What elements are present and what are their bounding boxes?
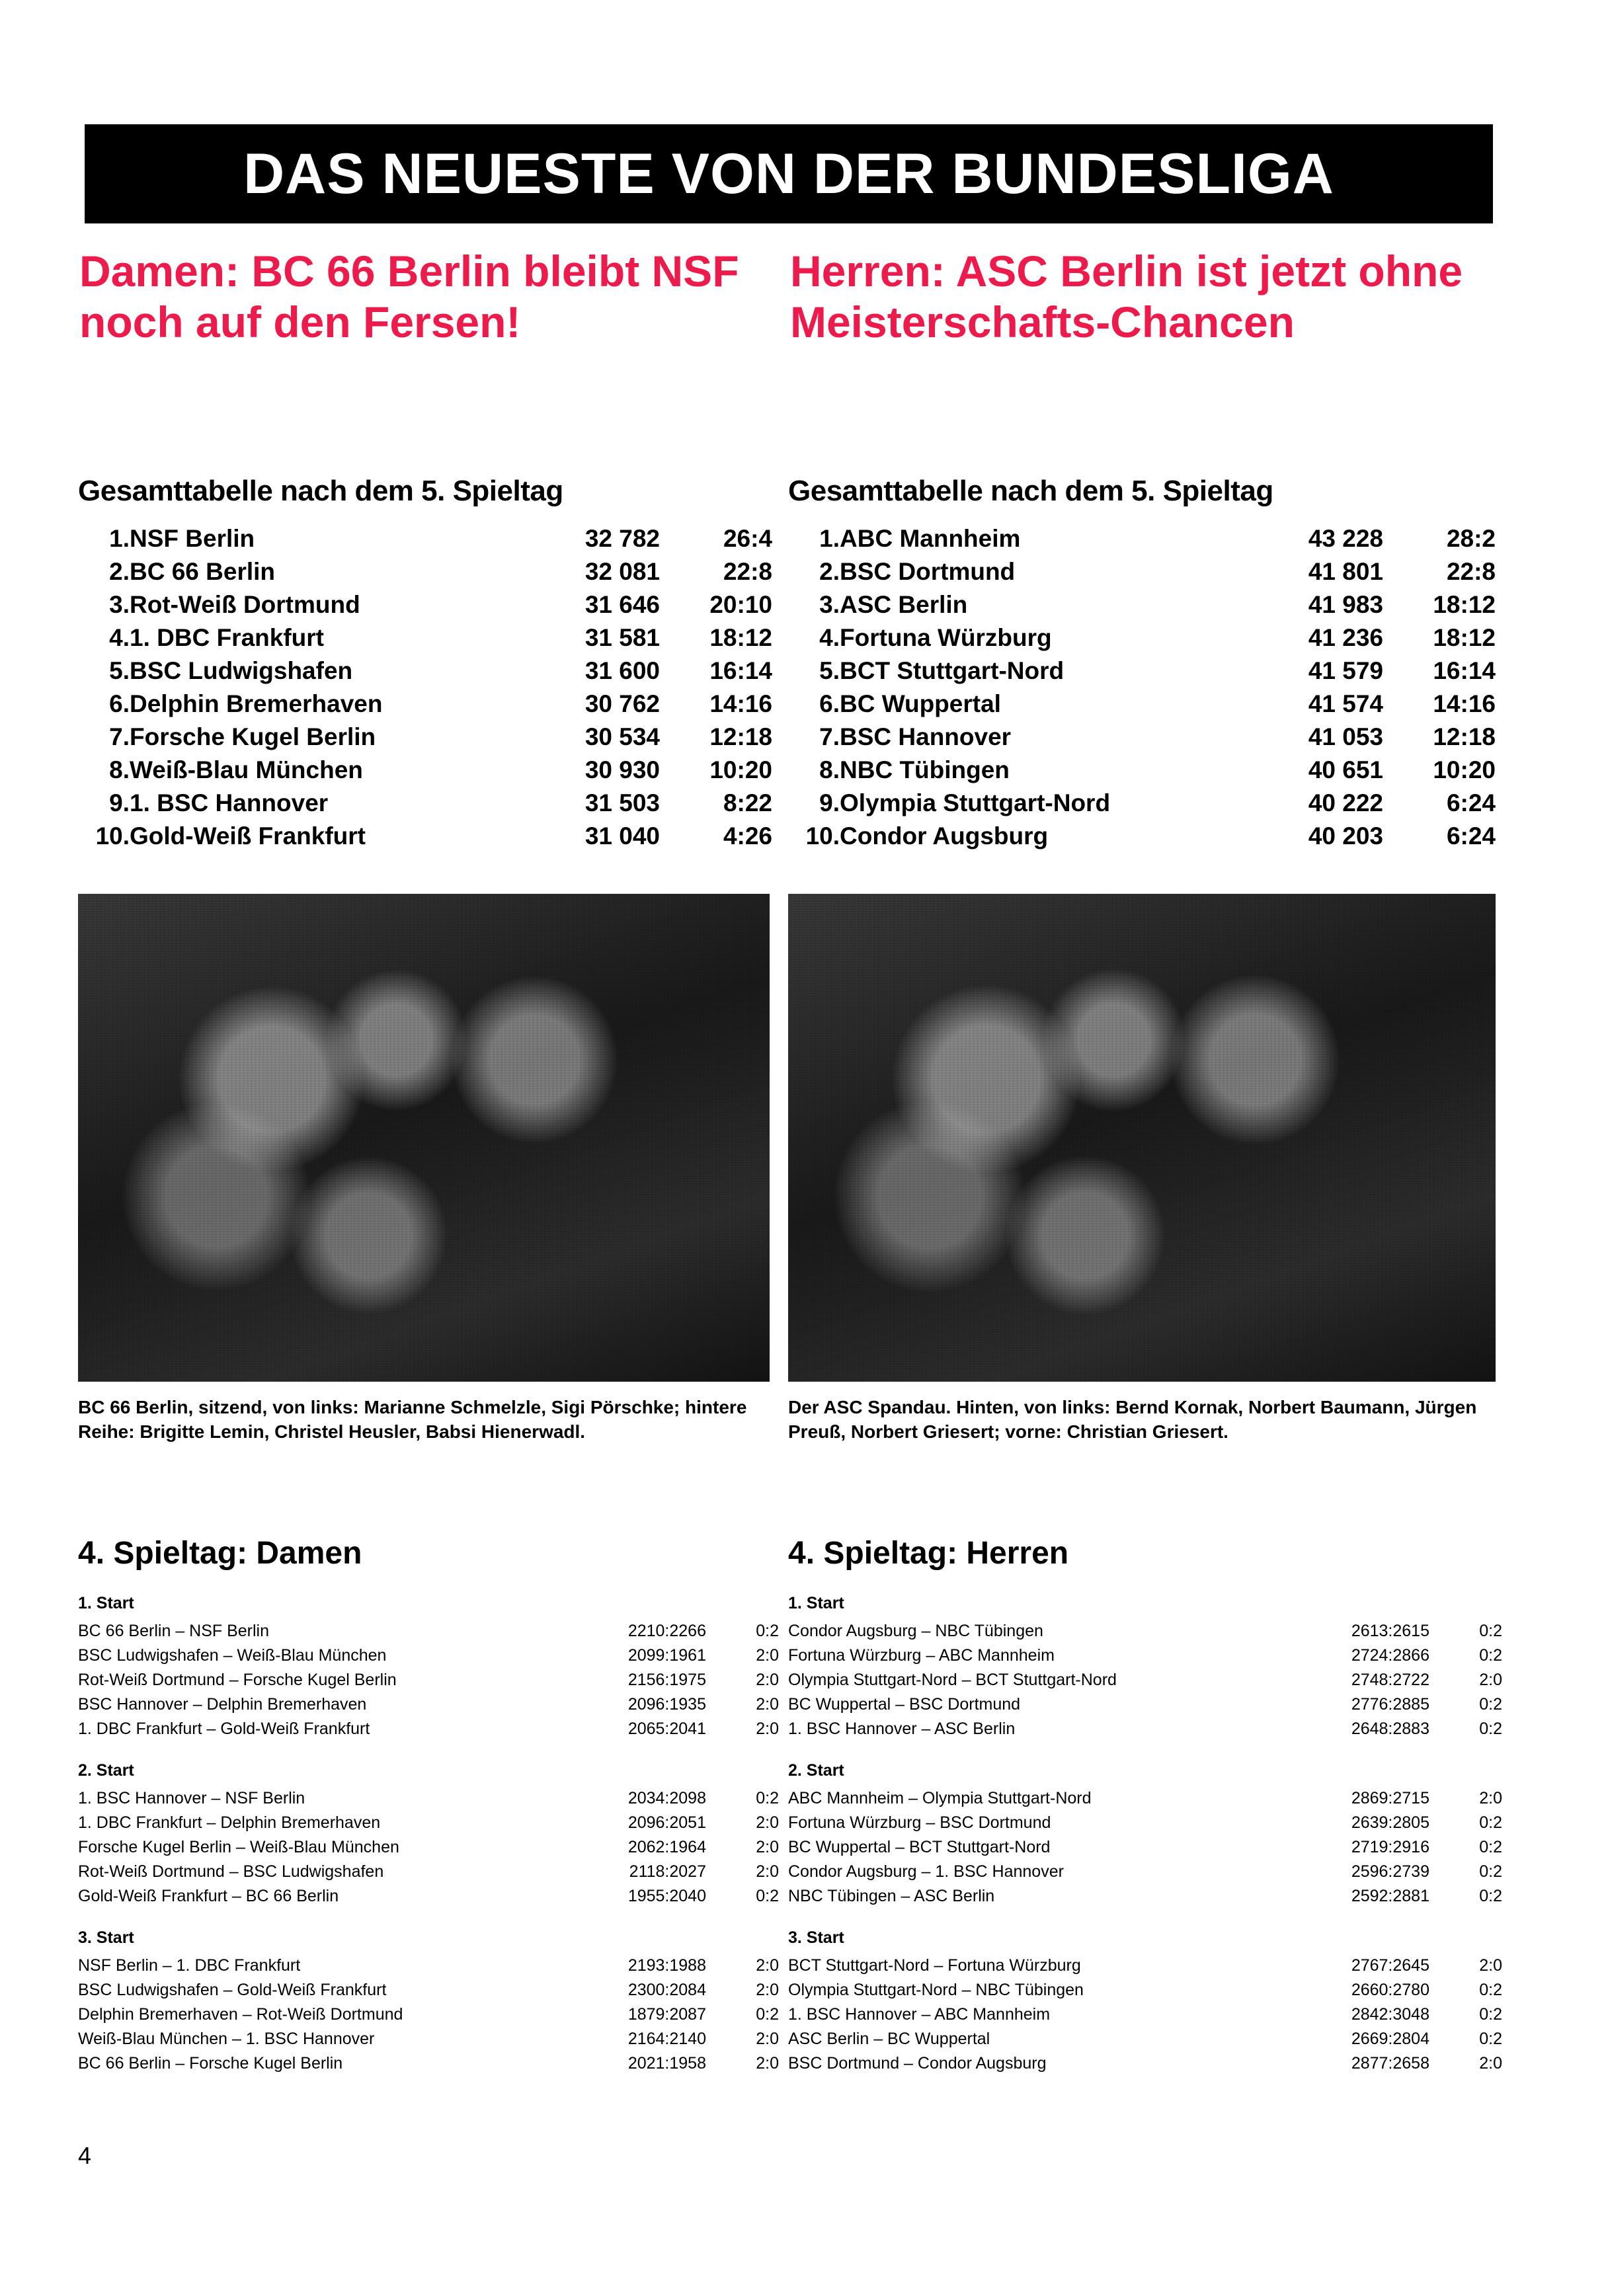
standings-pins: 31 600 <box>584 657 660 684</box>
match-pinfall: 2842:3048 <box>1351 2005 1429 2024</box>
table-row <box>788 1668 1502 1692</box>
match-pairing: BSC Dortmund – Condor Augsburg <box>788 2054 1047 2073</box>
standings-rank: 7. <box>819 723 840 750</box>
table-row <box>78 2027 779 2051</box>
standings-pins: 40 651 <box>1308 756 1383 783</box>
table-row <box>788 688 1496 721</box>
match-pinfall: 2776:2885 <box>1351 1695 1429 1714</box>
match-results-table <box>78 1619 779 1741</box>
match-points: 2:0 <box>1479 1956 1502 1975</box>
match-pairing: 1. BSC Hannover – ASC Berlin <box>788 1720 1016 1738</box>
match-pinfall: 2118:2027 <box>629 1862 706 1881</box>
table-row <box>78 588 772 621</box>
start-label: 1. Start <box>78 1594 134 1612</box>
match-pinfall: 2021:1958 <box>627 2054 706 2073</box>
standings-rank: 3. <box>109 591 130 618</box>
standings-team: Olympia Stuttgart-Nord <box>840 789 1111 816</box>
start-label: 3. Start <box>78 1928 134 1947</box>
table-row <box>788 1811 1502 1835</box>
table-row <box>788 2051 1502 2076</box>
match-pinfall: 2877:2658 <box>1351 2054 1429 2073</box>
match-points: 0:2 <box>756 1622 779 1640</box>
match-points: 0:2 <box>1479 1838 1502 1856</box>
match-pairing: BCT Stuttgart-Nord – Fortuna Würzburg <box>788 1956 1081 1975</box>
standings-rank: 1. <box>109 525 130 552</box>
photo-caption-herren: Der ASC Spandau. Hinten, von links: Bernd Kornak, Norbert Baumann, Jürgen Preuß, Norbert Griesert; vorne: Christian Griesert. <box>788 1397 1477 1443</box>
standings-points: 10:20 <box>1433 756 1496 783</box>
table-row <box>788 1835 1502 1860</box>
masthead-title: DAS NEUESTE VON DER BUNDESLIGA <box>243 141 1334 206</box>
table-row <box>78 754 772 787</box>
match-points: 2:0 <box>756 1838 779 1856</box>
photo-grain-overlay <box>788 894 1496 1382</box>
table-row <box>78 688 772 721</box>
match-pairing: 1. BSC Hannover – NSF Berlin <box>78 1789 305 1807</box>
standings-pins: 32 081 <box>584 558 660 585</box>
standings-pins: 41 579 <box>1308 657 1383 684</box>
standings-team: Gold-Weiß Frankfurt <box>130 822 366 850</box>
table-row <box>788 1954 1502 1978</box>
table-row <box>78 1811 779 1835</box>
table-row <box>788 1786 1502 1811</box>
match-pinfall: 1955:2040 <box>627 1887 706 1905</box>
match-points: 0:2 <box>1479 1720 1502 1738</box>
table-row <box>78 1619 779 1643</box>
standings-team: NBC Tübingen <box>840 756 1010 783</box>
match-points: 0:2 <box>1479 1646 1502 1665</box>
table-row <box>78 1717 779 1741</box>
photo-bc66-berlin-team <box>78 894 770 1382</box>
headline-herren: Herren: ASC Berlin ist jetzt ohne Meisterschafts-Chancen <box>790 247 1463 346</box>
table-row <box>788 1643 1502 1668</box>
standings-rank: 8. <box>109 756 130 783</box>
match-pairing: Forsche Kugel Berlin – Weiß-Blau München <box>78 1838 399 1856</box>
table-row <box>788 1860 1502 1884</box>
match-pairing: Rot-Weiß Dortmund – Forsche Kugel Berlin <box>78 1671 397 1689</box>
standings-pins: 40 222 <box>1308 789 1383 816</box>
table-row <box>78 1860 779 1884</box>
standings-points: 16:14 <box>709 657 772 684</box>
match-points: 0:2 <box>756 1789 779 1807</box>
table-row <box>78 1978 779 2002</box>
standings-team: ASC Berlin <box>840 591 968 618</box>
match-pairing: ABC Mannheim – Olympia Stuttgart-Nord <box>788 1789 1092 1807</box>
match-pinfall: 2034:2098 <box>627 1789 706 1807</box>
match-pinfall: 2613:2615 <box>1351 1622 1429 1640</box>
standings-rank: 2. <box>819 558 840 585</box>
photo-caption-damen: BC 66 Berlin, sitzend, von links: Marianne Schmelzle, Sigi Pörschke; hintere Reihe: Brigitte Lemin, Christel Heusler, Babsi Hienerwadl. <box>78 1397 747 1443</box>
match-pinfall: 2767:2645 <box>1351 1956 1429 1975</box>
table-row <box>788 522 1496 555</box>
match-pinfall: 2193:1988 <box>627 1956 706 1975</box>
table-row <box>788 1884 1502 1909</box>
table-row <box>78 2002 779 2027</box>
standings-team: NSF Berlin <box>130 525 255 552</box>
match-results-table <box>78 1954 779 2076</box>
match-points: 0:2 <box>1479 1981 1502 1999</box>
table-row <box>788 2002 1502 2027</box>
standings-rank: 3. <box>819 591 840 618</box>
standings-team: Condor Augsburg <box>840 822 1049 850</box>
photo-grain-overlay <box>78 894 770 1382</box>
matchday-herren <box>788 1535 1502 2096</box>
match-pinfall: 2592:2881 <box>1351 1887 1429 1905</box>
standings-pins: 41 574 <box>1308 690 1383 717</box>
match-results-table <box>788 1954 1502 2076</box>
table-row <box>78 1786 779 1811</box>
table-row <box>788 654 1496 688</box>
standings-points: 26:4 <box>723 525 772 552</box>
match-points: 0:2 <box>1479 1813 1502 1832</box>
table-row <box>788 621 1496 654</box>
table-row <box>78 787 772 820</box>
standings-damen <box>78 475 772 853</box>
match-pinfall: 2300:2084 <box>627 1981 706 1999</box>
standings-rank: 9. <box>819 789 840 816</box>
match-pairing: BC 66 Berlin – NSF Berlin <box>78 1622 270 1640</box>
standings-damen-caption: Gesamttabelle nach dem 5. Spieltag <box>78 475 563 507</box>
match-points: 0:2 <box>1479 1887 1502 1905</box>
match-points: 0:2 <box>756 2005 779 2024</box>
masthead-banner <box>85 124 1493 223</box>
standings-points: 20:10 <box>709 591 772 618</box>
start-label: 2. Start <box>78 1761 134 1780</box>
match-pairing: 1. BSC Hannover – ABC Mannheim <box>788 2005 1051 2024</box>
match-points: 0:2 <box>1479 2005 1502 2024</box>
table-row <box>78 1884 779 1909</box>
table-row <box>788 787 1496 820</box>
match-results-table <box>788 1619 1502 1741</box>
match-points: 2:0 <box>756 1862 779 1881</box>
match-points: 2:0 <box>756 1671 779 1689</box>
table-row <box>78 555 772 588</box>
table-row <box>78 1835 779 1860</box>
match-pairing: BSC Ludwigshafen – Gold-Weiß Frankfurt <box>78 1981 387 1999</box>
standings-pins: 41 801 <box>1308 558 1383 585</box>
matchday-damen <box>78 1535 779 2096</box>
standings-team: Weiß-Blau München <box>130 756 363 783</box>
standings-points: 16:14 <box>1433 657 1496 684</box>
match-pinfall: 2156:1975 <box>627 1671 706 1689</box>
standings-rank: 1. <box>819 525 840 552</box>
match-pinfall: 2099:1961 <box>627 1646 706 1665</box>
standings-herren-table <box>788 522 1496 853</box>
match-points: 2:0 <box>756 1720 779 1738</box>
standings-pins: 40 203 <box>1308 822 1383 850</box>
start-label: 1. Start <box>788 1594 844 1612</box>
standings-team: BSC Ludwigshafen <box>130 657 353 684</box>
match-pinfall: 2639:2805 <box>1351 1813 1429 1832</box>
standings-pins: 31 646 <box>584 591 660 618</box>
match-pinfall: 2062:1964 <box>627 1838 706 1856</box>
match-pinfall: 2065:2041 <box>627 1720 706 1738</box>
standings-rank: 10. <box>95 822 130 850</box>
match-pairing: BC 66 Berlin – Forsche Kugel Berlin <box>78 2054 343 2073</box>
match-pairing: NBC Tübingen – ASC Berlin <box>788 1887 995 1905</box>
table-row <box>78 820 772 853</box>
match-points: 0:2 <box>1479 1862 1502 1881</box>
standings-points: 28:2 <box>1446 525 1496 552</box>
table-row <box>788 1978 1502 2002</box>
standings-points: 18:12 <box>1433 591 1496 618</box>
page-number: 4 <box>78 2142 92 2169</box>
match-points: 2:0 <box>756 2054 779 2073</box>
standings-points: 22:8 <box>1446 558 1496 585</box>
standings-team: ABC Mannheim <box>840 525 1021 552</box>
match-results-table <box>788 1786 1502 1909</box>
match-pinfall: 2096:2051 <box>627 1813 706 1832</box>
match-pairing: Condor Augsburg – NBC Tübingen <box>788 1622 1043 1640</box>
table-row <box>78 621 772 654</box>
standings-points: 14:16 <box>1433 690 1496 717</box>
match-pairing: Fortuna Würzburg – BSC Dortmund <box>788 1813 1051 1832</box>
match-pairing: Olympia Stuttgart-Nord – NBC Tübingen <box>788 1981 1084 1999</box>
standings-points: 18:12 <box>709 624 772 651</box>
standings-rank: 8. <box>819 756 840 783</box>
table-row <box>788 754 1496 787</box>
standings-team: BSC Dortmund <box>840 558 1016 585</box>
standings-team: Fortuna Würzburg <box>840 624 1052 651</box>
match-points: 0:2 <box>1479 1695 1502 1714</box>
match-pinfall: 2648:2883 <box>1351 1720 1429 1738</box>
standings-rank: 5. <box>819 657 840 684</box>
standings-pins: 30 534 <box>584 723 660 750</box>
match-points: 2:0 <box>1479 2054 1502 2073</box>
match-pinfall: 2869:2715 <box>1351 1789 1429 1807</box>
standings-pins: 31 581 <box>584 624 660 651</box>
standings-points: 6:24 <box>1446 789 1496 816</box>
match-results-table <box>78 1786 779 1909</box>
table-row <box>78 1954 779 1978</box>
standings-team: 1. DBC Frankfurt <box>130 624 324 651</box>
standings-pins: 43 228 <box>1308 525 1383 552</box>
table-row <box>78 522 772 555</box>
match-points: 2:0 <box>756 1695 779 1714</box>
standings-herren <box>788 475 1496 853</box>
standings-points: 14:16 <box>709 690 772 717</box>
match-pinfall: 2719:2916 <box>1351 1838 1429 1856</box>
standings-rank: 5. <box>109 657 130 684</box>
standings-pins: 32 782 <box>584 525 660 552</box>
standings-pins: 30 930 <box>584 756 660 783</box>
standings-herren-caption: Gesamttabelle nach dem 5. Spieltag <box>788 475 1273 507</box>
standings-pins: 31 503 <box>584 789 660 816</box>
standings-points: 22:8 <box>723 558 772 585</box>
standings-team: 1. BSC Hannover <box>130 789 329 816</box>
standings-team: BC 66 Berlin <box>130 558 276 585</box>
match-points: 2:0 <box>756 2030 779 2048</box>
match-points: 2:0 <box>1479 1671 1502 1689</box>
match-pinfall: 2748:2722 <box>1351 1671 1429 1689</box>
standings-rank: 2. <box>109 558 130 585</box>
match-points: 0:2 <box>756 1887 779 1905</box>
standings-pins: 41 236 <box>1308 624 1383 651</box>
match-pairing: Condor Augsburg – 1. BSC Hannover <box>788 1862 1064 1881</box>
table-row <box>78 654 772 688</box>
match-pairing: ASC Berlin – BC Wuppertal <box>788 2030 990 2048</box>
match-pairing: NSF Berlin – 1. DBC Frankfurt <box>78 1956 301 1975</box>
table-row <box>788 2027 1502 2051</box>
match-points: 0:2 <box>1479 1622 1502 1640</box>
match-points: 2:0 <box>756 1981 779 1999</box>
standings-damen-table <box>78 522 772 853</box>
standings-team: Forsche Kugel Berlin <box>130 723 376 750</box>
standings-points: 6:24 <box>1446 822 1496 850</box>
table-row <box>788 1619 1502 1643</box>
standings-points: 12:18 <box>709 723 772 750</box>
match-pinfall: 2669:2804 <box>1351 2030 1429 2048</box>
standings-points: 12:18 <box>1433 723 1496 750</box>
table-row <box>78 1643 779 1668</box>
photo-asc-spandau-team <box>788 894 1496 1382</box>
match-points: 2:0 <box>756 1813 779 1832</box>
standings-points: 4:26 <box>723 822 772 850</box>
match-points: 2:0 <box>756 1646 779 1665</box>
matchday-damen-title: 4. Spieltag: Damen <box>78 1536 362 1571</box>
match-pinfall: 2724:2866 <box>1351 1646 1429 1665</box>
match-pairing: 1. DBC Frankfurt – Delphin Bremerhaven <box>78 1813 381 1832</box>
match-pinfall: 2660:2780 <box>1351 1981 1429 1999</box>
matchday-herren-title: 4. Spieltag: Herren <box>788 1536 1069 1571</box>
match-points: 0:2 <box>1479 2030 1502 2048</box>
match-points: 2:0 <box>756 1956 779 1975</box>
match-pairing: BC Wuppertal – BSC Dortmund <box>788 1695 1021 1714</box>
standings-team: BC Wuppertal <box>840 690 1001 717</box>
match-pairing: Olympia Stuttgart-Nord – BCT Stuttgart-Nord <box>788 1671 1117 1689</box>
table-row <box>788 1692 1502 1717</box>
table-row <box>788 820 1496 853</box>
match-pairing: Delphin Bremerhaven – Rot-Weiß Dortmund <box>78 2005 403 2024</box>
table-row <box>78 1668 779 1692</box>
start-label: 3. Start <box>788 1928 844 1947</box>
standings-pins: 41 053 <box>1308 723 1383 750</box>
standings-team: Delphin Bremerhaven <box>130 690 383 717</box>
match-pairing: BSC Ludwigshafen – Weiß-Blau München <box>78 1646 387 1665</box>
match-pinfall: 2210:2266 <box>627 1622 706 1640</box>
standings-team: Rot-Weiß Dortmund <box>130 591 360 618</box>
match-pairing: BC Wuppertal – BCT Stuttgart-Nord <box>788 1838 1051 1856</box>
match-pinfall: 2596:2739 <box>1351 1862 1429 1881</box>
standings-rank: 9. <box>109 789 130 816</box>
table-row <box>788 588 1496 621</box>
standings-rank: 10. <box>805 822 840 850</box>
standings-rank: 6. <box>819 690 840 717</box>
standings-pins: 41 983 <box>1308 591 1383 618</box>
headline-damen: Damen: BC 66 Berlin bleibt NSF noch auf den Fersen! <box>79 247 739 346</box>
standings-points: 18:12 <box>1433 624 1496 651</box>
standings-rank: 4. <box>109 624 130 651</box>
standings-pins: 30 762 <box>584 690 660 717</box>
match-pairing: Fortuna Würzburg – ABC Mannheim <box>788 1646 1055 1665</box>
standings-points: 10:20 <box>709 756 772 783</box>
standings-team: BSC Hannover <box>840 723 1012 750</box>
standings-team: BCT Stuttgart-Nord <box>840 657 1065 684</box>
match-points: 2:0 <box>1479 1789 1502 1807</box>
match-pinfall: 2164:2140 <box>627 2030 706 2048</box>
table-row <box>78 721 772 754</box>
start-label: 2. Start <box>788 1761 844 1780</box>
match-pairing: Gold-Weiß Frankfurt – BC 66 Berlin <box>78 1887 339 1905</box>
table-row <box>78 1692 779 1717</box>
standings-rank: 6. <box>109 690 130 717</box>
match-pinfall: 1879:2087 <box>627 2005 706 2024</box>
match-pinfall: 2096:1935 <box>627 1695 706 1714</box>
table-row <box>788 1717 1502 1741</box>
table-row <box>788 721 1496 754</box>
standings-points: 8:22 <box>723 789 772 816</box>
standings-rank: 7. <box>109 723 130 750</box>
table-row <box>78 2051 779 2076</box>
match-pairing: Rot-Weiß Dortmund – BSC Ludwigshafen <box>78 1862 384 1881</box>
table-row <box>788 555 1496 588</box>
match-pairing: 1. DBC Frankfurt – Gold-Weiß Frankfurt <box>78 1720 370 1738</box>
match-pairing: BSC Hannover – Delphin Bremerhaven <box>78 1695 367 1714</box>
standings-pins: 31 040 <box>584 822 660 850</box>
standings-rank: 4. <box>819 624 840 651</box>
match-pairing: Weiß-Blau München – 1. BSC Hannover <box>78 2030 375 2048</box>
